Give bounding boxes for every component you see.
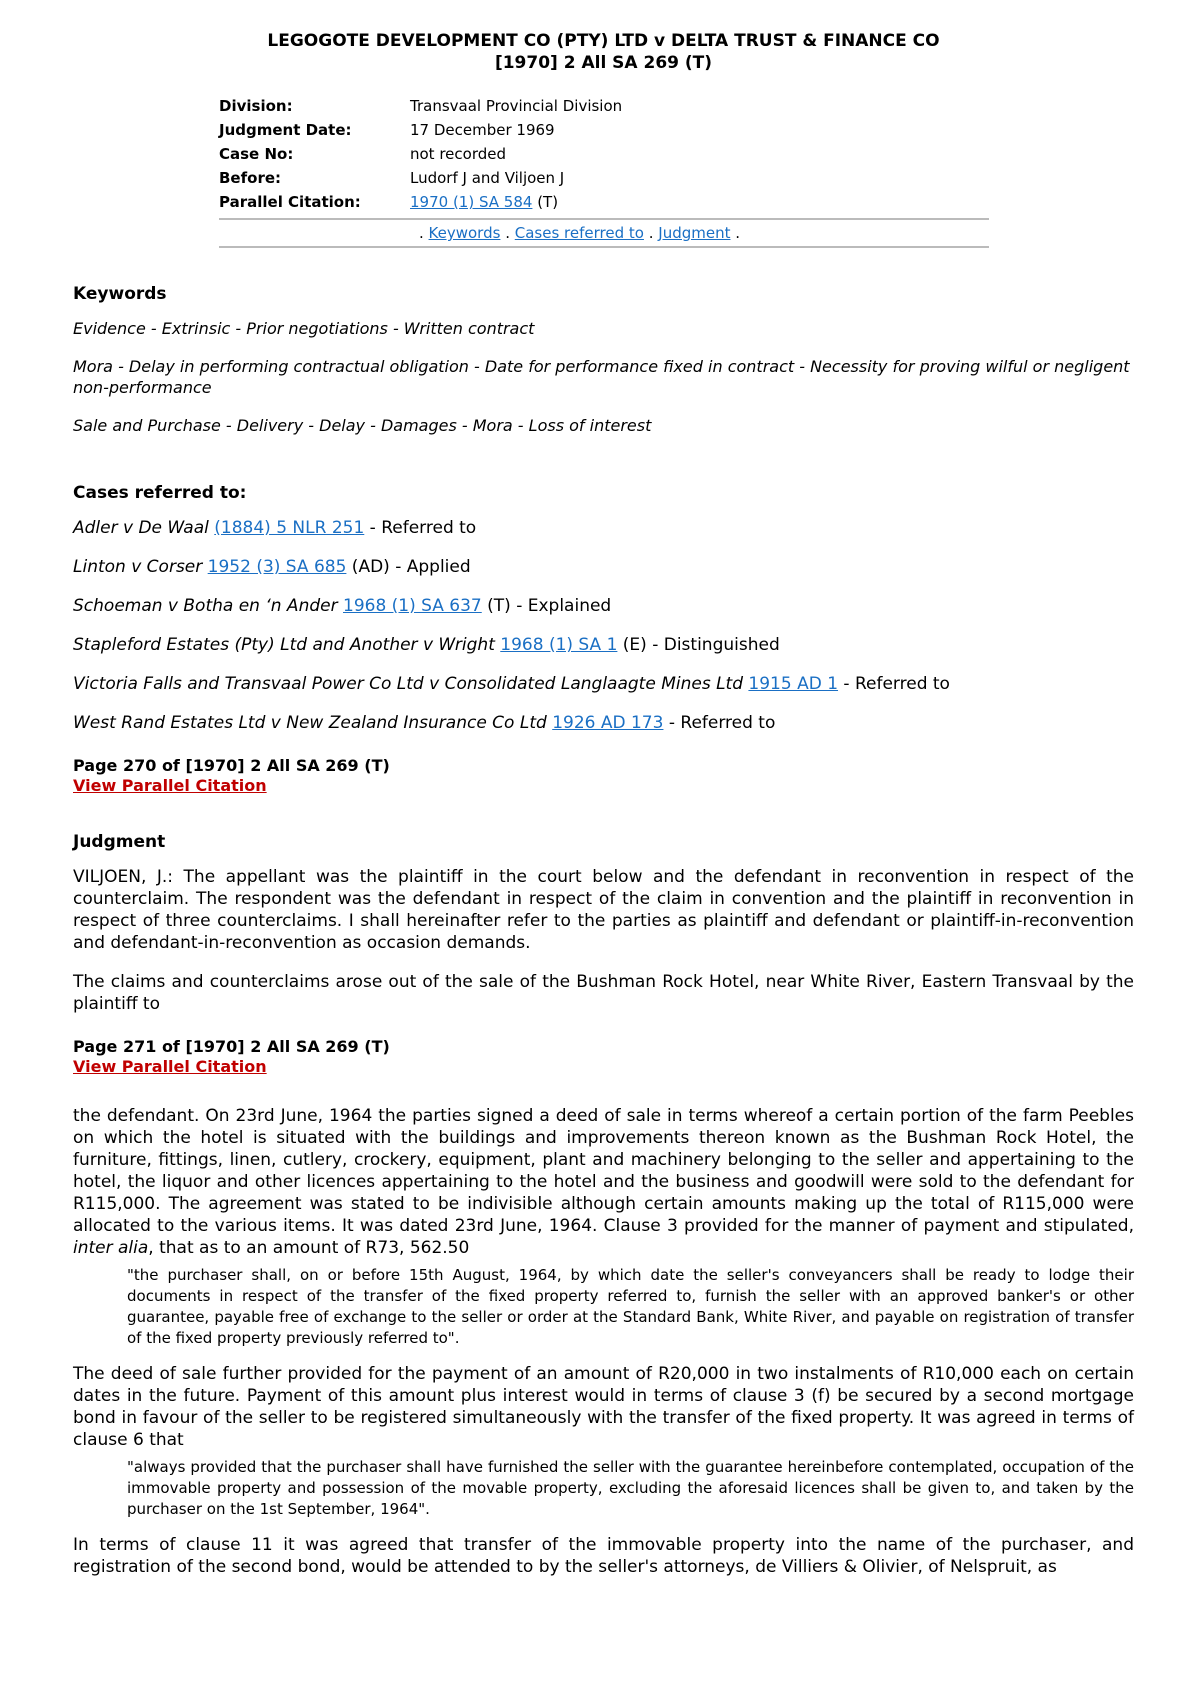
page-marker-271: Page 271 of [1970] 2 All SA 269 (T) [73,1037,390,1056]
before-value: Ludorf J and Viljoen J [410,169,565,187]
judgment-paragraph: VILJOEN, J.: The appellant was the plaintiff in the court below and the defendant in reconvention in respect of the counterclaim. The respondent was the defendant in respect of the claim in convention and the plaintiff in reconvention in respect of three counterclaims. I shall hereinafter refer to the parties as plaintiff and defendant or plaintiff-in-reconvention and defendant-in-reconvention as occasion demands. [73,867,1134,953]
divider-bottom [219,246,989,248]
division-label: Division: [219,97,293,115]
case-name: Schoeman v Botha en ‘n Ander [73,596,338,616]
case-treatment: (T) - Explained [481,596,612,616]
cases-heading: Cases referred to: [73,483,247,503]
nav-sep-2: . [505,224,515,242]
judgment-paragraph [73,1105,1134,1259]
case-title [73,30,1134,74]
spacer [73,796,1134,830]
case-item [73,517,1134,539]
case-citation-link[interactable]: 1926 AD 173 [552,713,664,733]
case-name: Stapleford Estates (Pty) Ltd and Another v Wright [73,635,495,655]
case-treatment: - Referred to [838,674,950,694]
case-treatment: (AD) - Applied [346,557,471,577]
case-name: Victoria Falls and Transvaal Power Co Ltd v Consolidated Langlaagte Mines Ltd [73,674,744,694]
nav-end: . [730,224,741,242]
spacer [73,1077,1134,1105]
judgment-paragraph: The claims and counterclaims arose out of the sale of the Bushman Rock Hotel, near White River, Eastern Transvaal by the plaintiff to [73,972,1134,1014]
case-citation-link[interactable]: 1968 (1) SA 1 [500,635,618,655]
meta-row-before [219,166,989,190]
case-title-line2: [1970] 2 All SA 269 (T) [494,53,713,73]
meta-row-date [219,118,989,142]
case-treatment: (E) - Distinguished [617,635,780,655]
judgment-heading: Judgment [73,832,166,852]
case-title-line1: LEGOGOTE DEVELOPMENT CO (PTY) LTD v DELTA TRUST & FINANCE CO [267,31,940,51]
meta-row-caseno [219,142,989,166]
case-metadata [219,94,989,248]
case-citation-link[interactable]: 1952 (3) SA 685 [207,557,347,577]
case-treatment: - Referred to [663,713,776,733]
para3-text-b: , that as to an amount of R73, 562.50 [148,1238,470,1258]
case-citation-link[interactable]: (1884) 5 NLR 251 [214,518,365,538]
view-parallel-citation-link[interactable]: View Parallel Citation [73,776,267,795]
keyword-item: Mora - Delay in performing contractual obligation - Date for performance fixed in contract - Necessity for proving wilful or negligent non-performance [73,357,1130,397]
case-item [73,595,1134,617]
parallel-citation-suffix: (T) [532,193,559,211]
division-value: Transvaal Provincial Division [410,97,623,115]
case-name: Adler v De Waal [73,518,209,538]
case-name: Linton v Corser [73,557,203,577]
judgment-date-value: 17 December 1969 [410,121,555,139]
case-item [73,673,1134,695]
meta-row-division [219,94,989,118]
spacer [73,453,1134,481]
parallel-citation-link[interactable]: 1970 (1) SA 584 [410,193,533,211]
judgment-paragraph: In terms of clause 11 it was agreed that transfer of the immovable property into the name of the purchaser, and registration of the second bond, would be attended to by the seller's attorneys, de Villiers & Olivier, of Nelspruit, as [73,1535,1134,1577]
para3-text-a: the defendant. On 23rd June, 1964 the parties signed a deed of sale in terms whereof a certain portion of the farm Peebles on which the hotel is situated with the buildings and improvements thereon known as the Bushman Rock Hotel, the furniture, fittings, linen, cutlery, crockery, equipment, plant and machinery belonging to the seller and appertaining to the hotel, the liquor and other licences appertaining to the hotel and the business and goodwill were sold to the defendant for R115,000. The agreement was stated to be indivisible although certain amounts making up the total of R115,000 were allocated to the various items. It was dated 23rd June, 1964. Clause 3 provided for the manner of payment and stipulated, [73,1106,1134,1236]
case-citation-link[interactable]: 1915 AD 1 [748,674,839,694]
nav-link-cases[interactable]: Cases referred to [514,224,644,242]
para3-italic: inter alia [73,1238,149,1258]
page-marker-270: Page 270 of [1970] 2 All SA 269 (T) [73,756,390,775]
section-nav [219,220,989,246]
case-item [73,634,1134,656]
nav-sep-3: . [648,224,659,242]
keywords-heading: Keywords [73,284,167,304]
case-no-label: Case No: [219,145,294,163]
keyword-item: Evidence - Extrinsic - Prior negotiations - Written contract [73,319,535,338]
case-citation-link[interactable]: 1968 (1) SA 637 [343,596,482,616]
judgment-date-label: Judgment Date: [219,121,352,139]
parallel-citation-value [410,190,989,214]
quoted-clause: "the purchaser shall, on or before 15th August, 1964, by which date the seller's conveyancers shall be ready to lodge their documents in respect of the transfer of the fixed property referred to, furnish the seller with an approved banker's or other guarantee, payable free of exchange to the seller or order at the Standard Bank, White River, and payable on registration of transfer of the fixed property previously referred to". [127,1266,1134,1347]
case-treatment: - Referred to [364,518,477,538]
before-label: Before: [219,169,282,187]
case-name: West Rand Estates Ltd v New Zealand Insurance Co Ltd [73,713,547,733]
nav-link-judgment[interactable]: Judgment [658,224,731,242]
case-item [73,712,1134,734]
nav-sep-1: . [419,224,429,242]
view-parallel-citation-link[interactable]: View Parallel Citation [73,1057,267,1076]
keyword-item: Sale and Purchase - Delivery - Delay - Damages - Mora - Loss of interest [73,416,652,435]
case-item [73,556,1134,578]
meta-row-parallel [219,190,989,214]
parallel-citation-label: Parallel Citation: [219,193,361,211]
case-no-value: not recorded [410,145,506,163]
judgment-paragraph: The deed of sale further provided for the payment of an amount of R20,000 in two instalments of R10,000 each on certain dates in the future. Payment of this amount plus interest would in terms of clause 3 (f) be secured by a second mortgage bond in favour of the seller to be registered simultaneously with the transfer of the fixed property. It was agreed in terms of clause 6 that [73,1364,1134,1450]
quoted-clause: "always provided that the purchaser shall have furnished the seller with the guarantee hereinbefore contemplated, occupation of the immovable property and possession of the movable property, excluding the aforesaid licences shall be given to, and taken by the purchaser on the 1st September, 1964". [127,1458,1134,1518]
nav-link-keywords[interactable]: Keywords [428,224,501,242]
